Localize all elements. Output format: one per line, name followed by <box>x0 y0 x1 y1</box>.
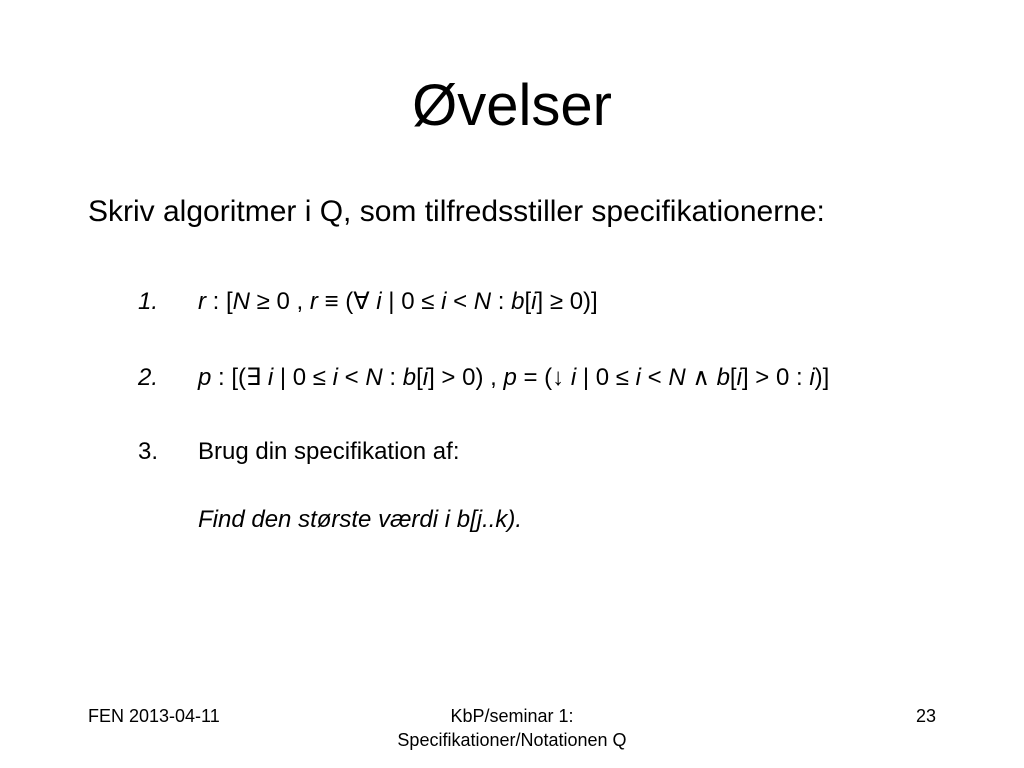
footer-title <box>312 704 712 752</box>
footer-date: FEN 2013-04-11 <box>88 706 220 726</box>
item-3-number: 3. <box>138 438 159 465</box>
item-3-task: Find den største værdi i b[j..k). <box>198 506 523 533</box>
item-1-formula: r : [N ≥ 0 , r ≡ (∀ i | 0 ≤ i < N : b[i] ≥ 0)] <box>198 288 598 315</box>
item-2-formula: p : [(∃ i | 0 ≤ i < N : b[i] > 0) , p = (↓ i | 0 ≤ i < N ∧ b[i] > 0 : i)] <box>198 364 830 391</box>
item-3-text: Brug din specifikation af: <box>198 438 460 465</box>
intro-text: Skriv algoritmer i Q, som tilfredsstiller specifikationerne: <box>88 195 825 228</box>
item-2-number: 2. <box>138 364 159 391</box>
slide-title: Øvelser <box>412 73 612 138</box>
slide-number: 23 <box>915 706 936 726</box>
footer-title-line-1: KbP/seminar 1: <box>450 706 574 726</box>
footer-title-line-2: Specifikationer/Notationen Q <box>397 730 627 750</box>
item-1-number: 1. <box>138 288 159 315</box>
